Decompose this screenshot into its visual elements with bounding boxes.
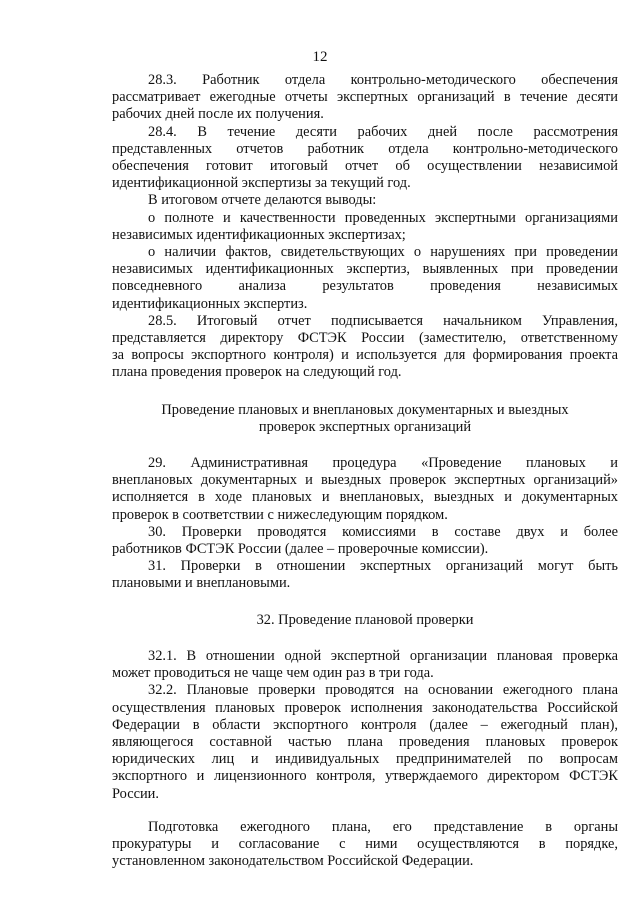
text-line: плановыми и внеплановыми. [112, 575, 291, 592]
text-line: 28.3. Работник отдела контрольно-методического обеспечения [148, 72, 618, 88]
text-line: 29. Административная процедура «Проведение плановых и [148, 455, 618, 472]
text-line: 31. Проверки в отношении экспертных организаций могут быть [148, 558, 618, 575]
text-line: России. [112, 785, 159, 802]
paragraph-28-5 [112, 313, 618, 382]
document-body [112, 72, 618, 870]
text-line: о наличии фактов, свидетельствующих о нарушениях при проведении [148, 244, 618, 261]
text-line: идентификационной экспертизы за текущий год. [112, 175, 411, 192]
text-line: представленных отчетов работник отдела контрольно-методического [112, 140, 618, 157]
paragraph-28-3 [112, 72, 618, 124]
text-line: рассматривает ежегодные отчеты экспертных организаций в течение десяти [112, 89, 618, 106]
text-line: представляется директору ФСТЭК России (заместителю, ответственному [112, 330, 618, 347]
paragraph-29 [112, 455, 618, 524]
text-line: рабочих дней после их получения. [112, 106, 324, 123]
text-line: прокуратуры и согласование с ними осуществляются в порядке, [112, 835, 618, 852]
text-line: исполняется в ходе плановых и внеплановых, выездных и документарных [112, 489, 618, 506]
text-line: юридических лиц и индивидуальных предпринимателей по вопросам [112, 751, 618, 768]
text-line: Федерации в области экспортного контроля (далее – ежегодный план), [112, 716, 618, 733]
heading-line: Проведение плановых и внеплановых документарных и выездных [161, 401, 569, 418]
text-line: повседневного анализа результатов проведения независимых [112, 278, 618, 295]
text-line: обеспечения готовит итоговый отчет об осуществлении независимой [112, 158, 618, 175]
paragraph-itog [112, 192, 618, 209]
paragraph-31 [112, 558, 618, 592]
section-heading-inspections [112, 402, 618, 436]
paragraph-30 [112, 524, 618, 558]
text-line: экспортного и лицензионного контроля, утверждаемого директором ФСТЭК [112, 768, 618, 785]
text-line: проверок в соответствии с нижеследующим порядком. [112, 506, 448, 523]
paragraph-28-4 [112, 124, 618, 193]
page-number: 12 [312, 49, 328, 65]
heading-line: проверок экспертных организаций [258, 418, 472, 435]
text-line: 32.2. Плановые проверки проводятся на основании ежегодного плана [148, 682, 618, 699]
paragraph-32-2 [112, 682, 618, 802]
section-heading-planned-inspection [112, 612, 618, 629]
text-line: 30. Проверки проводятся комиссиями в составе двух и более [148, 523, 618, 540]
text-line: о полноте и качественности проведенных экспертными организациями [148, 209, 618, 226]
text-line: работников ФСТЭК России (далее – проверочные комиссии). [112, 541, 489, 558]
text-line: может проводиться не чаще чем один раз в три года. [112, 665, 434, 682]
text-line: 28.4. В течение десяти рабочих дней после рассмотрения [148, 123, 618, 140]
text-line: установленном законодательством Российской Федерации. [112, 853, 474, 870]
text-line: независимых идентификационных экспертиз, выявленных при проведении [112, 261, 618, 278]
text-line: Подготовка ежегодного плана, его представление в органы [148, 818, 618, 835]
text-line: В итоговом отчете делаются выводы: [148, 192, 377, 209]
paragraph-nalichii [112, 244, 618, 313]
text-line: внеплановых документарных и выездных проверок экспертных организаций» [112, 472, 618, 489]
paragraph-podgotovka [112, 819, 618, 871]
text-line: идентификационных экспертиз. [112, 295, 308, 312]
text-line: осуществления плановых проверок исполнения законодательства Российской [112, 699, 618, 716]
paragraph-32-1 [112, 648, 618, 682]
text-line: являющегося составной частью плана проведения плановых проверок [112, 733, 618, 750]
heading-line: 32. Проведение плановой проверки [256, 611, 474, 628]
text-line: 28.5. Итоговый отчет подписывается начальником Управления, [148, 312, 618, 329]
paragraph-polnote [112, 210, 618, 244]
text-line: независимых идентификационных экспертизах; [112, 226, 406, 243]
text-line: 32.1. В отношении одной экспертной организации плановая проверка [148, 647, 618, 664]
text-line: плана проведения проверок на следующий год. [112, 364, 402, 381]
text-line: за вопросы экспортного контроля) и используется для формирования проекта [112, 347, 618, 364]
